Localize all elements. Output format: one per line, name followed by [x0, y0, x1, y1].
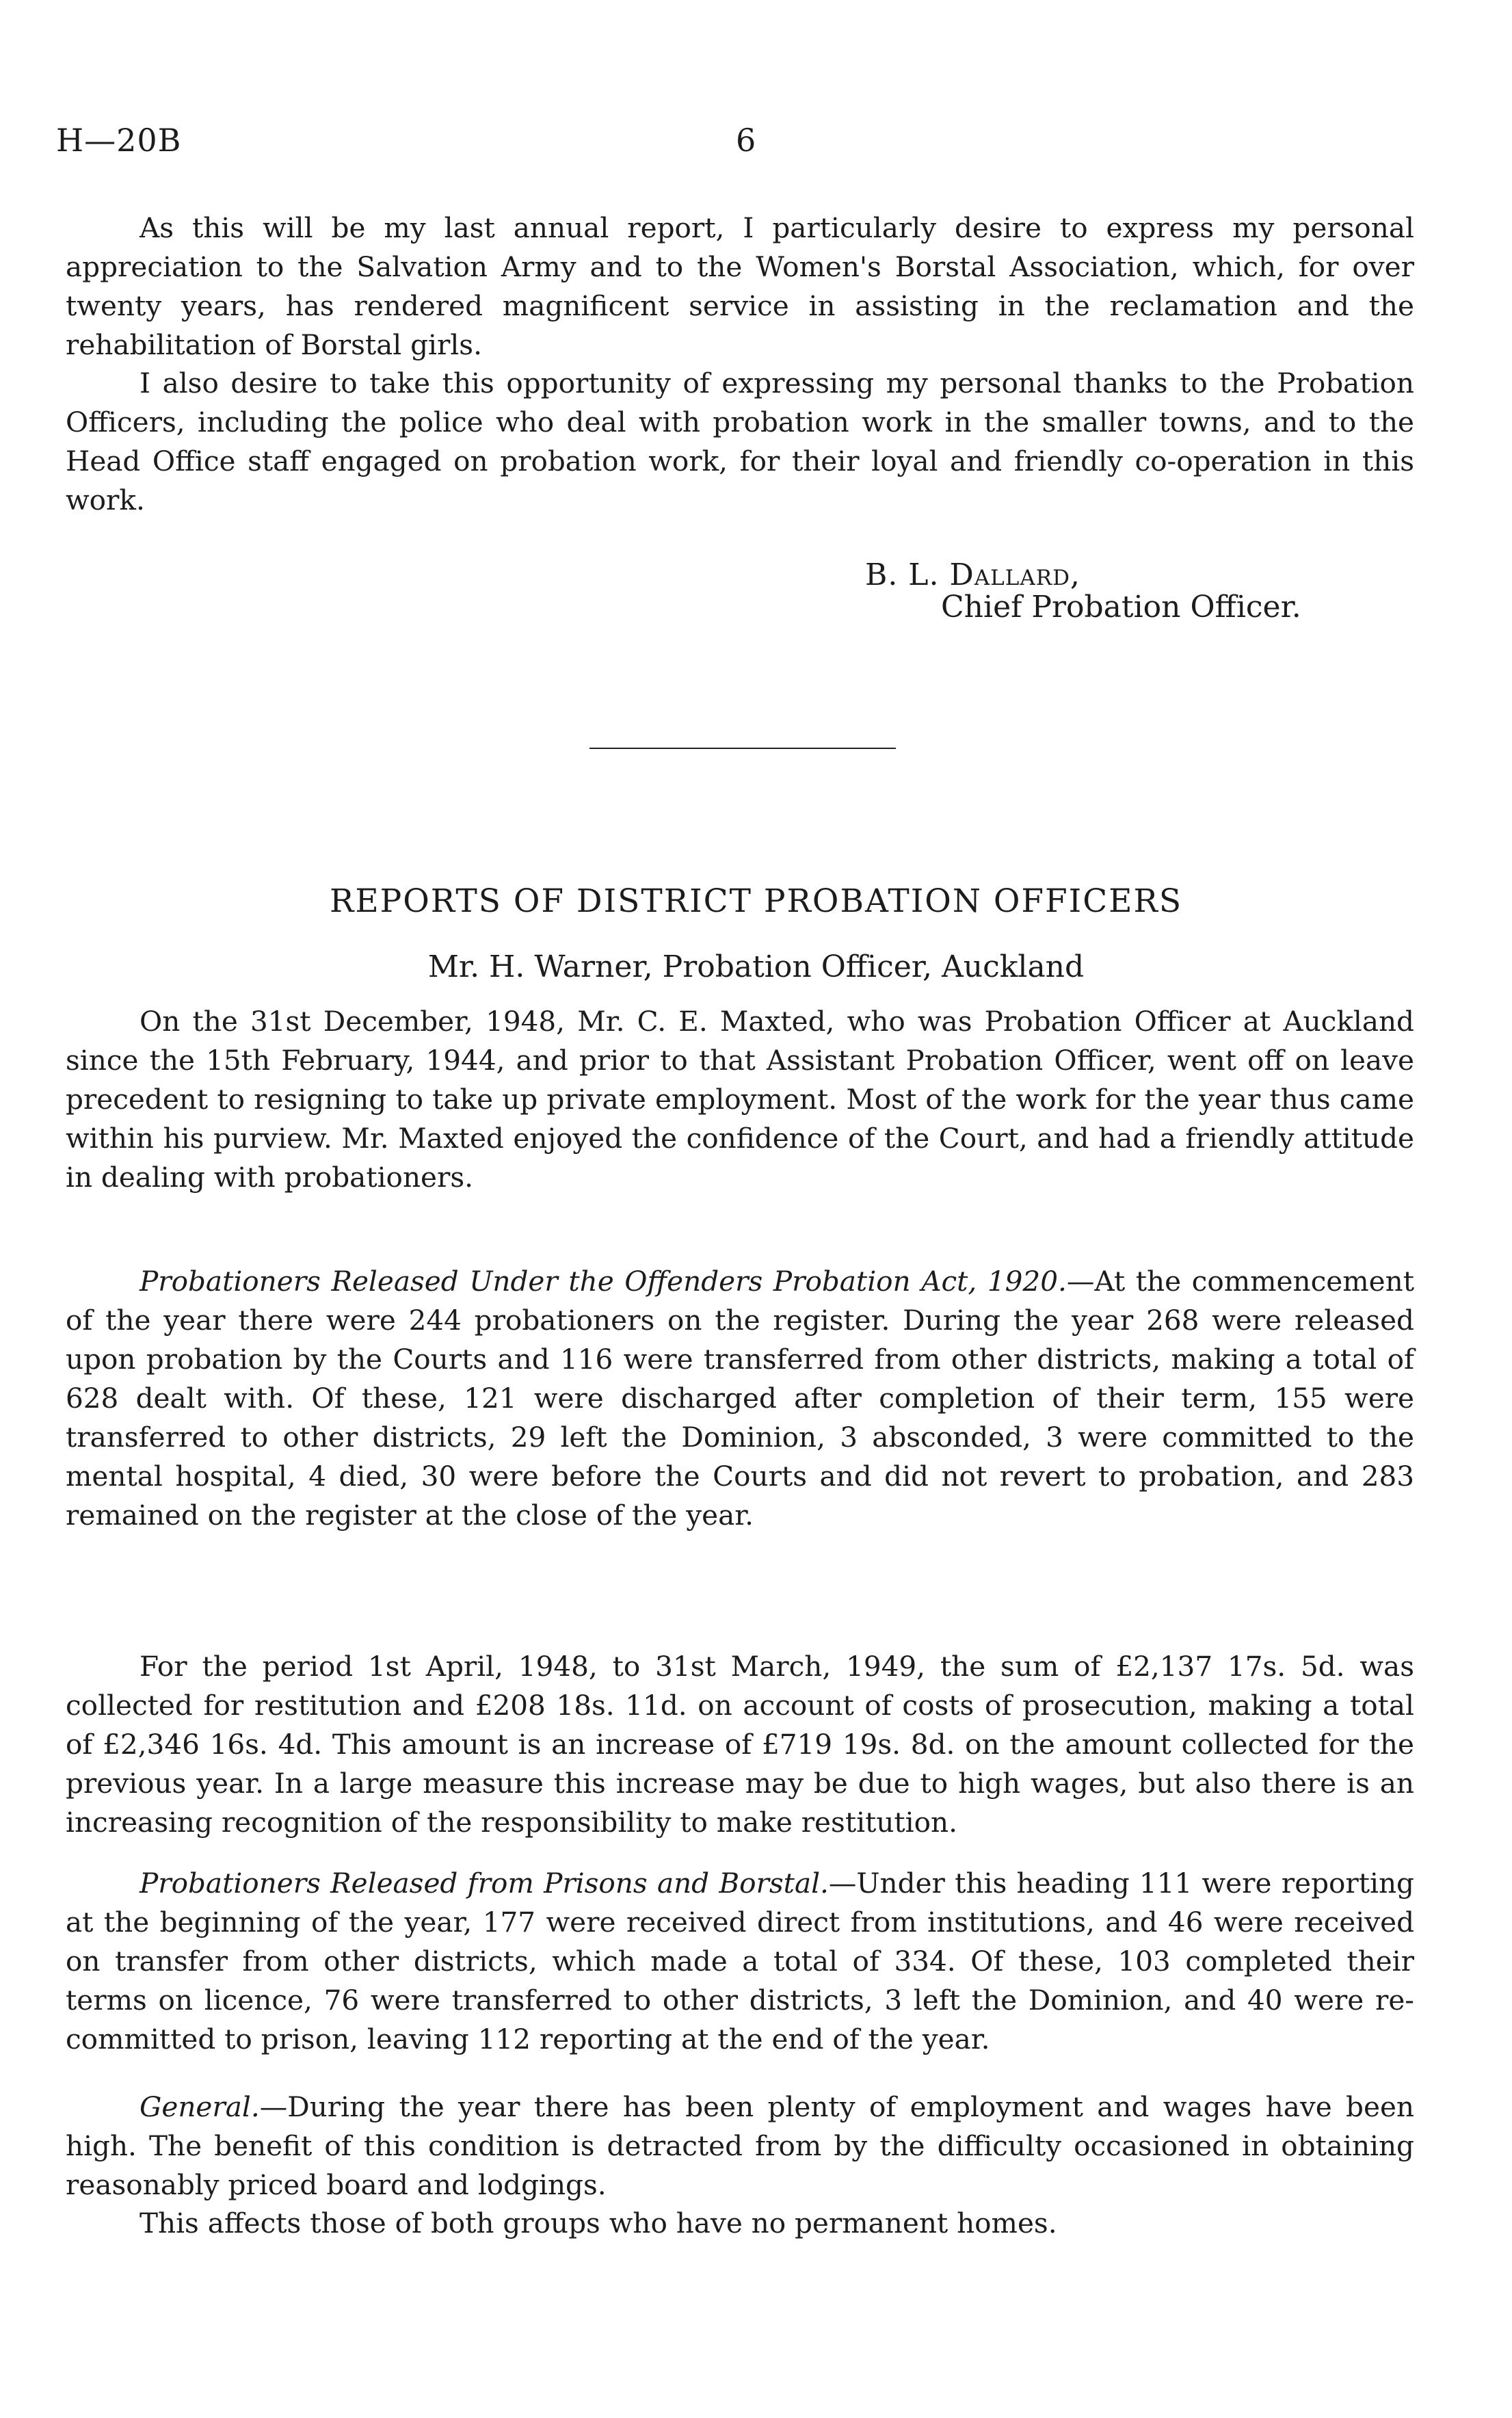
closing-paragraph: This affects those of both groups who have no permanent homes.	[140, 2207, 1057, 2239]
intro-paragraph-2: I also desire to take this opportunity of expressing my personal thanks to the Probation Officers, including the police who deal with probation work in the smaller towns, and to the Head Office staff engaged on probation work, for their loyal and friendly co-operation in this work.	[66, 367, 1414, 516]
section-divider	[589, 748, 896, 749]
page-number: 6	[736, 122, 756, 159]
prisons-paragraph	[66, 1864, 1414, 2059]
offenders-body: —At the commencement of the year there were 244 probationers on the register. During the year 268 were released upon probation by the Courts and 116 were transferred from other districts, making a total of 628 dealt with. Of these, 121 were discharged after completion of their term, 155 were transferred to other districts, 29 left the Dominion, 3 absconded, 3 were committed to the mental hospital, 4 died, 30 were before the Courts and did not revert to probation, and 283 remained on the register at the close of the year.	[66, 1265, 1414, 1532]
general-body: —During the year there has been plenty of employment and wages have been high. The benefit of this condition is detracted from by the difficulty occasioned in obtaining reasonably priced board and lodgings.	[66, 2090, 1414, 2201]
section-subheading: Mr. H. Warner, Probation Officer, Auckland	[427, 949, 1085, 984]
prisons-body: —Under this heading 111 were reporting at the beginning of the year, 177 were received direct from institutions, and 46 were received on transfer from other districts, which made a total of 334. Of these, 103 completed their terms on licence, 76 were transferred to other districts, 3 left the Dominion, and 40 were re-committed to prison, leaving 112 reporting at the end of the year.	[66, 1867, 1414, 2055]
auckland-paragraph: On the 31st December, 1948, Mr. C. E. Maxted, who was Probation Officer at Auckland since the 15th February, 1944, and prior to that Assistant Probation Officer, went off on leave precedent to resigning to take up private employment. Most of the work for the year thus came within his purview. Mr. Maxted enjoyed the confidence of the Court, and had a friendly attitude in dealing with probationers.	[66, 1005, 1414, 1194]
intro-paragraph-1: As this will be my last annual report, I particularly desire to express my personal appreciation to the Salvation Army and to the Women's Borstal Association, which, for over twenty years, has rendered magnificent service in assisting in the reclamation and the rehabilitation of Borstal girls.	[66, 211, 1414, 361]
general-paragraph	[66, 2088, 1414, 2205]
offenders-title: Probationers Released Under the Offenders Probation Act, 1920.	[140, 1265, 1067, 1298]
prisons-title: Probationers Released from Prisons and Borstal.	[140, 1867, 829, 1900]
offenders-paragraph	[66, 1262, 1414, 1535]
signature-name: B. L. Dallard,	[865, 557, 1080, 592]
signature-title: Chief Probation Officer.	[941, 590, 1301, 625]
restitution-paragraph: For the period 1st April, 1948, to 31st March, 1949, the sum of £2,137 17s. 5d. was collected for restitution and £208 18s. 11d. on account of costs of prosecution, making a total of £2,346 16s. 4d. This amount is an increase of £719 19s. 8d. on the amount collected for the previous year. In a large measure this increase may be due to high wages, but also there is an increasing recognition of the responsibility to make restitution.	[66, 1650, 1414, 1839]
document-reference: H—20B	[56, 122, 182, 159]
general-title: General.	[140, 2090, 260, 2123]
section-heading: REPORTS OF DISTRICT PROBATION OFFICERS	[329, 882, 1183, 920]
